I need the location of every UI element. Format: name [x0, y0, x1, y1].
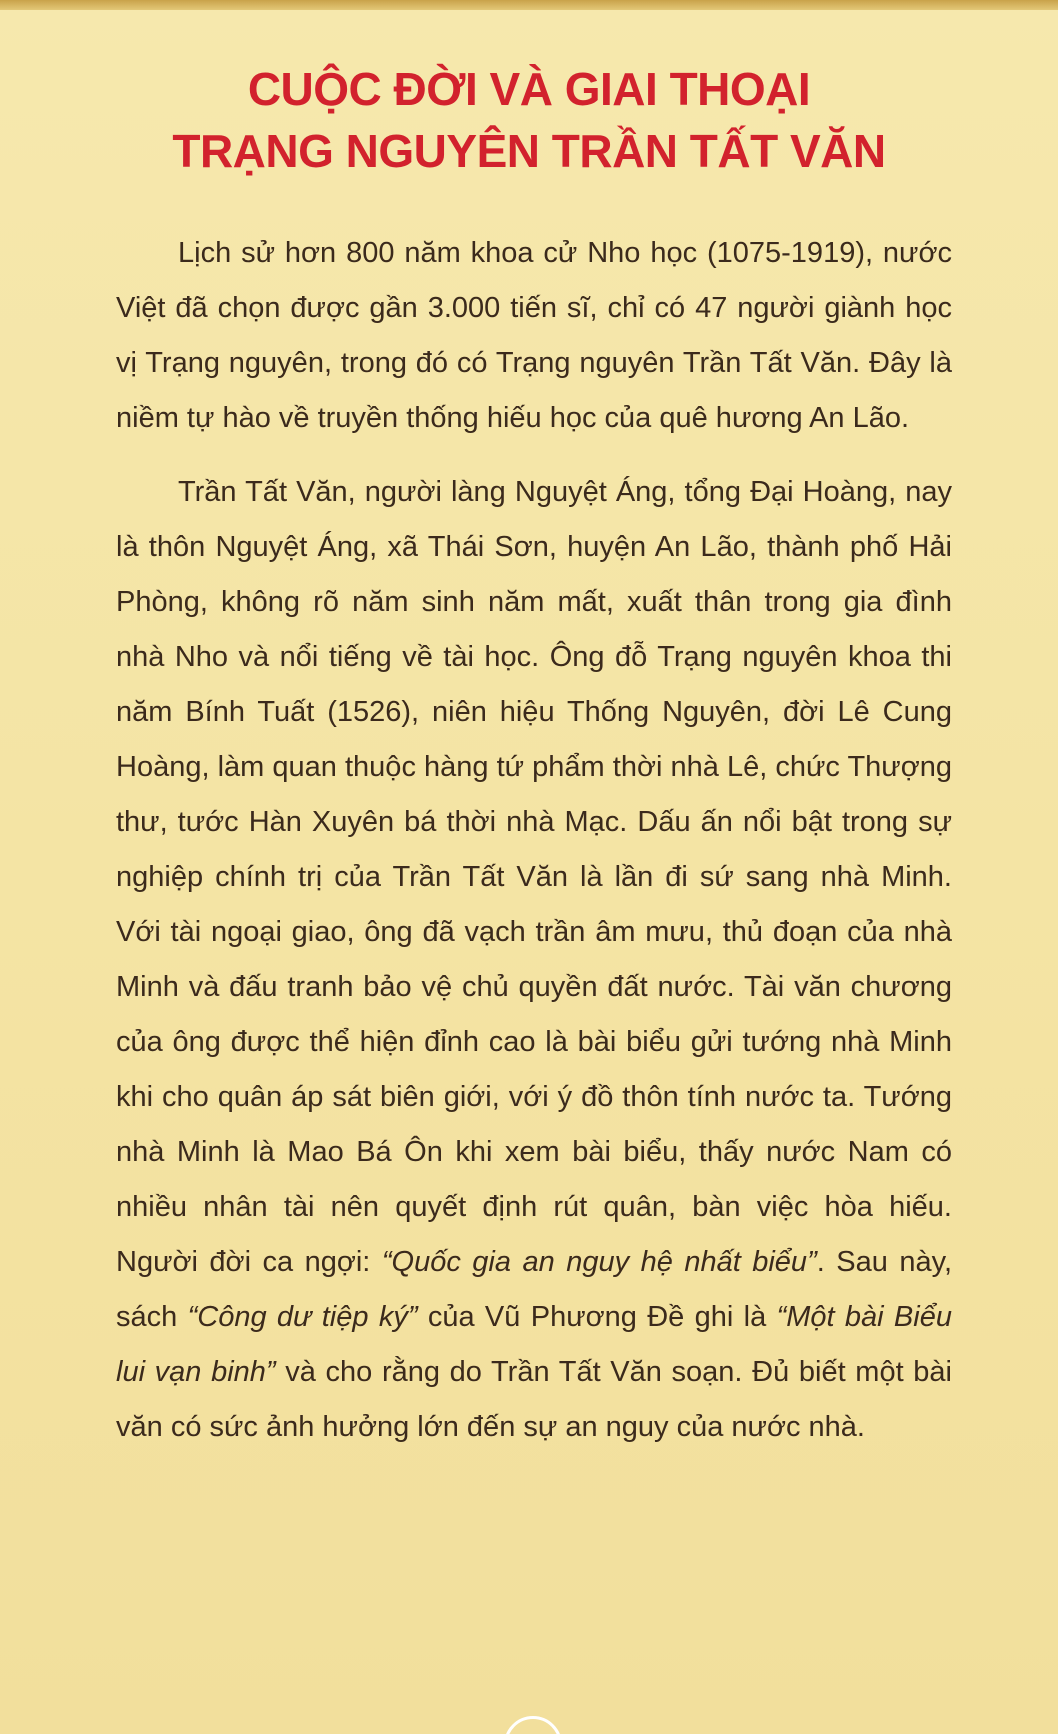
top-border: [0, 0, 1058, 10]
quote-cong-du-tiep-ky: “Công dư tiệp ký”: [187, 1301, 418, 1333]
quote-mot-bai-bieu: “Một bài Biểu lui vạn binh”: [116, 1301, 952, 1388]
page-ornament-circle: [504, 1716, 562, 1734]
quote-quoc-gia: “Quốc gia an nguy hệ nhất biểu”: [381, 1246, 817, 1278]
paragraph-2-text-a: Trần Tất Văn, người làng Nguyệt Áng, tổng Đại Hoàng, nay là thôn Nguyệt Áng, xã Thái Sơn, huyện An Lão, thành phố Hải Phòng, không rõ năm sinh năm mất, xuất thân trong gia đình nhà Nho và nổi tiếng về tài học. Ông đỗ Trạng nguyên khoa thi năm Bính Tuất (1526), niên hiệu Thống Nguyên, đời Lê Cung Hoàng, làm quan thuộc hàng tứ phẩm thời nhà Lê, chức Thượng thư, tước Hàn Xuyên bá thời nhà Mạc. Dấu ấn nổi bật trong sự nghiệp chính trị của Trần Tất Văn là lần đi sứ sang nhà Minh. Với tài ngoại giao, ông đã vạch trần âm mưu, thủ đoạn của nhà Minh và đấu tranh bảo vệ chủ quyền đất nước. Tài văn chương của ông được thể hiện đỉnh cao là bài biểu gửi tướng nhà Minh khi cho quân áp sát biên giới, với ý đồ thôn tính nước ta. Tướng nhà Minh là Mao Bá Ôn khi xem bài biểu, thấy nước Nam có nhiều nhân tài nên quyết định rút quân, bàn việc hòa hiếu. Người đời ca ngợi:: [116, 476, 952, 1278]
paragraph-1: Lịch sử hơn 800 năm khoa cử Nho học (1075-1919), nước Việt đã chọn được gần 3.000 tiến sĩ, chỉ có 47 người giành học vị Trạng nguyên, trong đó có Trạng nguyên Trần Tất Văn. Đây là niềm tự hào về truyền thống hiếu học của quê hương An Lão.: [116, 237, 952, 434]
page-title: [0, 58, 1058, 182]
title-line-2: TRẠNG NGUYÊN TRẦN TẤT VĂN: [172, 125, 886, 177]
paragraph-2-text-d: và cho rằng do Trần Tất Văn soạn. Đủ biết một bài văn có sức ảnh hưởng lớn đến sự an nguy của nước nhà.: [116, 1356, 952, 1443]
title-line-1: CUỘC ĐỜI VÀ GIAI THOẠI: [247, 63, 811, 115]
paragraph-2: [116, 465, 952, 1455]
paragraph-2-text-c: của Vũ Phương Đề ghi là: [417, 1301, 777, 1333]
paragraph-2-text-b: . Sau này, sách: [116, 1246, 953, 1333]
article-body: [116, 226, 952, 1455]
